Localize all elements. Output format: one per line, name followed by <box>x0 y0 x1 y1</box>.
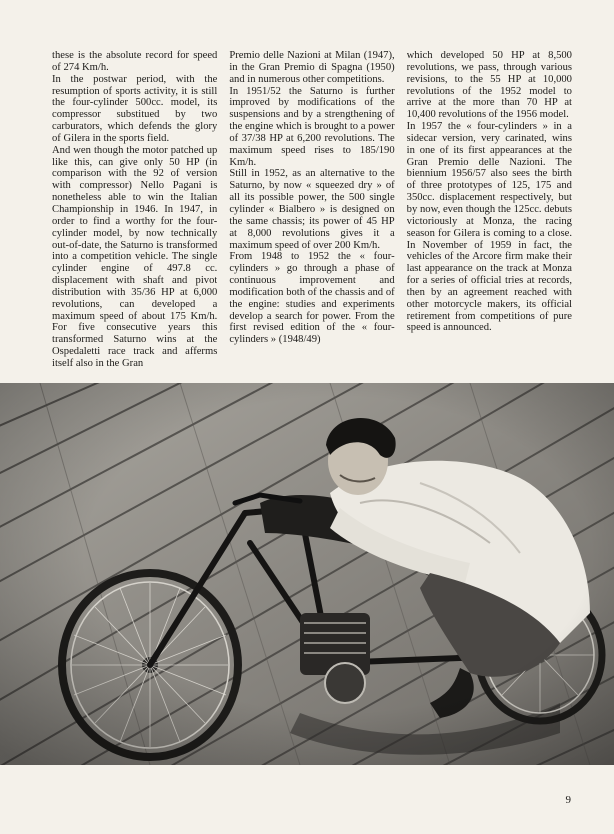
paragraph: In the postwar period, with the resumption of sports activity, it is still the four-cylinder 500cc. model, its compressor substitued by two carburators, which defends the glory of Gilera in the sports field. <box>52 73 218 144</box>
paragraph: Still in 1952, as an alternative to the Saturno, by now « squeezed dry » of all its possible power, the 500 single cylinder « Bialbero » is designed on the same chassis; its power of 45 HP at 8,000 revolutions gives it a maximum speed of over 200 Km/h. <box>229 168 395 251</box>
paragraph: Premio delle Nazioni at Milan (1947), in the Gran Premio di Spagna (1950) and in numerous other competitions. <box>229 50 395 85</box>
article-body <box>52 50 572 380</box>
paragraph: And wen though the motor patched up like this, can give only 50 HP (in comparison with the 92 of version with compressor) Nello Pagani is nonetheless able to win the Italian Championship in 1946. In 1947, in order to find a worthy for the four-cylinder model, by now technically out-of-date, the Saturno is transformed into a competition vehicle. The single cylinder engine of 497.8 cc. displacement with shaft and pivot distribution with 35/36 HP at 6,000 revolutions, can developed a maximum speed of about 175 Km/h. For five consecutive years this transformed Saturno wins at the Ospedaletti race track and afferms itself also in the Gran <box>52 144 218 369</box>
paragraph: In 1951/52 the Saturno is further improved by modifications of the suspensions and by a strengthening of the engine which is brought to a power of 37/38 HP at 6,200 revolutions. The maximum speed rises to 185/190 Km/h. <box>229 85 395 168</box>
paragraph: From 1948 to 1952 the « four-cylinders » go through a phase of continuous improvement and modification both of the chassis and of the engine: studies and experiments develop a search for power. From the first revised edition of the « four-cylinders » (1948/49) <box>229 251 395 346</box>
paragraph: In 1957 the « four-cylinders » in a sidecar version, very carinated, wins in one of its first appearances at the Gran Premio delle Nazioni. The biennium 1956/57 also sees the birth of three prototypes of 125, 175 and 350cc. displacement respectively, but by now, even though the 125cc. debuts victoriously at Monza, the racing season for Gilera is coming to a close. In November of 1959 in fact, the vehicles of the Arcore firm make their last appearance on the track at Monza for a series of official tries at records, then by an agreement reached with other motorcycle makers, its official retirement from competitions of pure speed is announced. <box>406 121 572 334</box>
paragraph: which developed 50 HP at 8,500 revolutions, we pass, through various revisions, to the 55 HP at 10,000 revolutions of the 1952 model to arrive at the more than 70 HP at 10,400 revolutions of the 1956 model. <box>406 50 572 121</box>
text-column-3 <box>407 50 572 380</box>
rider-photo <box>0 383 614 765</box>
page-number: 9 <box>565 794 571 806</box>
paragraph: these is the absolute record for speed of 274 Km/h. <box>52 50 218 73</box>
text-column-2 <box>229 50 394 380</box>
text-column-1 <box>52 50 217 380</box>
